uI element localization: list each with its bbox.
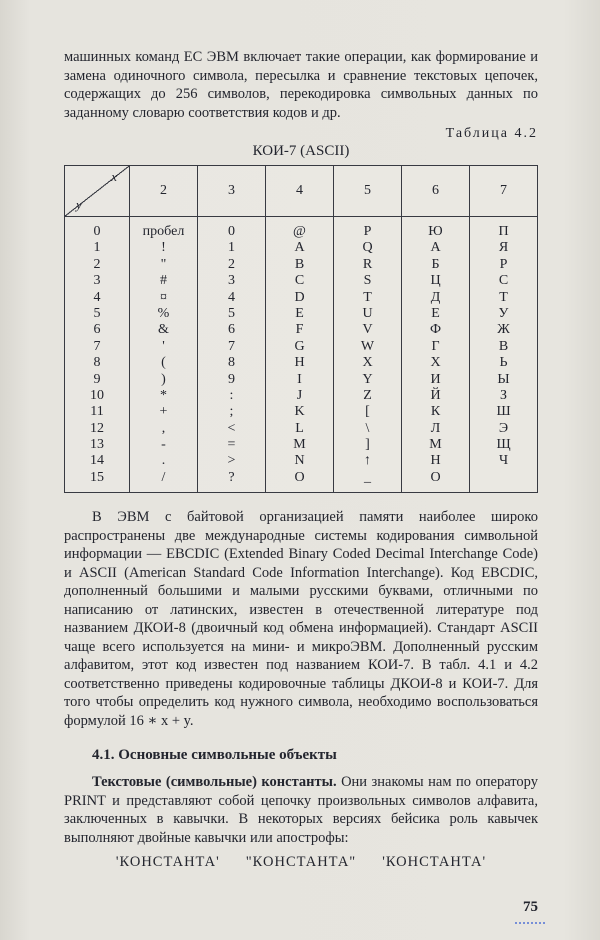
table-cell: Е [431,305,440,321]
table-cell: \ [365,420,370,436]
table-cell: + [159,404,168,420]
table-cell: С [498,273,509,289]
table-cell: Р [499,256,508,272]
scan-artifact-underline [515,922,545,924]
table-body [65,217,537,492]
table-cell: M [293,437,306,453]
column-header-3: 3 [197,166,265,216]
table-cell: ] [365,437,370,453]
column-header-7: 7 [469,166,537,216]
table-cell: 2 [228,256,235,272]
table-cell: R [362,256,373,272]
table-cell: [ [365,404,370,420]
table-cell: L [295,420,304,436]
table-cell: 2 [93,256,101,272]
table-cell: = [227,437,236,453]
koi7-table [64,165,538,493]
table-cell: Ч [498,453,509,469]
table-cell: 13 [90,437,104,453]
table-cell: А [430,240,441,256]
column-header-6: 6 [401,166,469,216]
page-number: 75 [523,899,538,915]
table-cell: ↑ [364,453,371,469]
table-column-5 [333,217,401,492]
table-cell: П [498,224,509,239]
table-cell: Й [430,387,441,403]
table-cell: 7 [228,338,235,354]
table-cell: 0 [228,224,235,239]
table-cell: 4 [228,289,235,305]
intro-paragraph: машинных команд ЕС ЭВМ включает такие операции, как формирование и замена одиночного символа, пересылка и сравнение текстовых цепочек, содержащих до 256 символов, перекодировка символьных данных по заданному словарю соответствия кодов и др. [64,49,538,121]
table-cell: 6 [93,322,101,338]
table-cell: W [360,338,375,354]
table-cell: V [362,322,373,338]
table-cell: О [430,469,441,485]
table-column-3 [197,217,265,492]
table-cell: < [227,420,236,436]
table-cell: C [294,273,305,289]
table-cell: , [161,420,166,436]
table-cell: Ь [499,355,508,371]
table-cell: Ш [496,404,511,420]
table-cell: 15 [90,469,104,485]
table-cell: Ы [497,371,510,387]
table-cell: J [296,387,303,403]
section-text: Они знакомы нам по оператору PRINT и представляют собой цепочку произвольных символов алфавита, заключенных в кавычки. В некоторых версиях бейсика роль кавычек выполняют двойные кавычки или апострофы: [64,774,538,846]
table-cell: K [294,404,305,420]
table-cell: У [498,305,509,321]
table-cell: B [294,256,305,272]
table-cell: I [297,371,302,387]
table-cell: 14 [90,453,104,469]
table-column-7 [469,217,537,492]
table-cell: 0 [93,224,101,239]
table-cell: > [227,453,236,469]
x-axis-label: x [111,169,117,184]
table-cell: Н [430,453,441,469]
table-cell: 5 [93,305,101,321]
table-column-6 [401,217,469,492]
table-cell: Т [499,289,508,305]
table-cell: И [430,371,441,387]
table-cell: ; [229,404,234,420]
table-cell: 3 [93,273,101,289]
table-cell: G [294,338,305,354]
constant-example-2: "КОНСТАНТА" [245,854,357,871]
column-header-2: 2 [129,166,197,216]
table-cell: Б [431,256,440,272]
table-cell: 1 [228,240,235,256]
table-cell: 5 [228,305,235,321]
table-cell: Х [430,355,441,371]
table-cell: 6 [228,322,235,338]
table-cell: H [294,355,305,371]
table-cell: ( [161,355,166,371]
table-cell: _ [364,469,371,485]
table-cell: T [363,289,372,305]
constants-line [64,854,538,871]
table-cell [470,470,537,486]
table-cell: пробел [142,224,185,239]
section-paragraph [64,773,538,847]
table-cell: & [158,322,169,338]
table-cell: Д [430,289,441,305]
table-cell: F [295,322,304,338]
column-header-5: 5 [333,166,401,216]
column-header-4: 4 [265,166,333,216]
table-cell: O [294,469,305,485]
table-cell: # [160,273,167,289]
table-cell: U [362,305,373,321]
table-cell: 11 [90,404,104,420]
table-cell: ! [161,240,166,256]
table-title: КОИ-7 (ASCII) [252,143,350,159]
table-cell: 12 [90,420,104,436]
table-cell: 9 [228,371,235,387]
table-cell: 1 [93,240,101,256]
table-cell: 3 [228,273,235,289]
table-caption: Таблица 4.2 [445,126,538,141]
table-cell: Ж [497,322,510,338]
table-cell: D [294,289,305,305]
table-header-row [65,166,537,217]
table-cell: К [430,404,441,420]
table-column-2 [129,217,197,492]
table-cell: / [161,469,166,485]
constant-example-3: 'КОНСТАНТА' [382,854,487,871]
table-cell: A [294,240,305,256]
text-block [64,48,538,871]
table-cell: Ю [428,224,443,239]
table-cell: 8 [228,355,235,371]
table-cell: 8 [93,355,101,371]
corner-cell [65,166,129,216]
y-labels-column [65,217,129,492]
body-paragraph: В ЭВМ с байтовой организацией памяти наиболее широко распространены две международные системы кодирования символьной информации — EBCDIC (Extended Binary Coded Decimal Interchange Code) и ASCII (American Standard Code Information Interchange). Код EBCDIC, дополненный большими и малыми русскими буквами, отличными по написанию от латинских, известен в отечественной литературе под названием ДКОИ-8 (двоичный код обмена информацией). Стандарт ASCII чаще всего используется на мини- и микроЭВМ. Дополненный русским алфавитом, этот код известен под названием КОИ-7. В табл. 4.1 и 4.2 соответственно приведены кодировочные таблицы ДКОИ-8 и КОИ-7. Для того чтобы определить код нужного символа, необходимо воспользоваться формулой 16 ∗ x + y. [64,509,538,729]
table-cell: 10 [90,387,104,403]
table-cell: @ [293,224,306,239]
y-axis-label: y [76,197,82,212]
table-cell: ) [161,371,166,387]
table-cell: В [498,338,509,354]
table-cell: 4 [93,289,101,305]
table-cell: Л [430,420,441,436]
table-cell: S [363,273,372,289]
constant-example-1: 'КОНСТАНТА' [115,854,220,871]
table-cell: - [161,437,166,453]
table-cell: З [499,387,507,403]
table-cell: ¤ [160,289,167,305]
table-column-4 [265,217,333,492]
table-cell: N [294,453,305,469]
table-cell: Ц [430,273,441,289]
table-cell: . [161,453,166,469]
table-cell: Y [362,371,373,387]
table-cell: % [157,305,170,321]
table-cell: Э [498,420,509,436]
table-cell: X [362,355,373,371]
table-cell: P [363,224,372,239]
lead-phrase: Текстовые (символьные) константы. [92,774,337,791]
table-cell: 9 [93,371,101,387]
table-cell: М [429,437,442,453]
table-cell: Щ [496,437,511,453]
table-cell: Q [362,240,373,256]
table-cell: : [229,387,234,403]
table-cell: * [160,387,167,403]
table-cell: ' [162,338,165,354]
table-cell: Z [363,387,372,403]
table-cell: 7 [93,338,101,354]
table-cell: ? [228,469,235,485]
table-cell: Г [431,338,440,354]
section-heading: 4.1. Основные символьные объекты [92,747,337,764]
table-cell: Ф [429,322,442,338]
table-cell: E [295,305,304,321]
table-cell: " [160,256,167,272]
table-cell: Я [498,240,509,256]
